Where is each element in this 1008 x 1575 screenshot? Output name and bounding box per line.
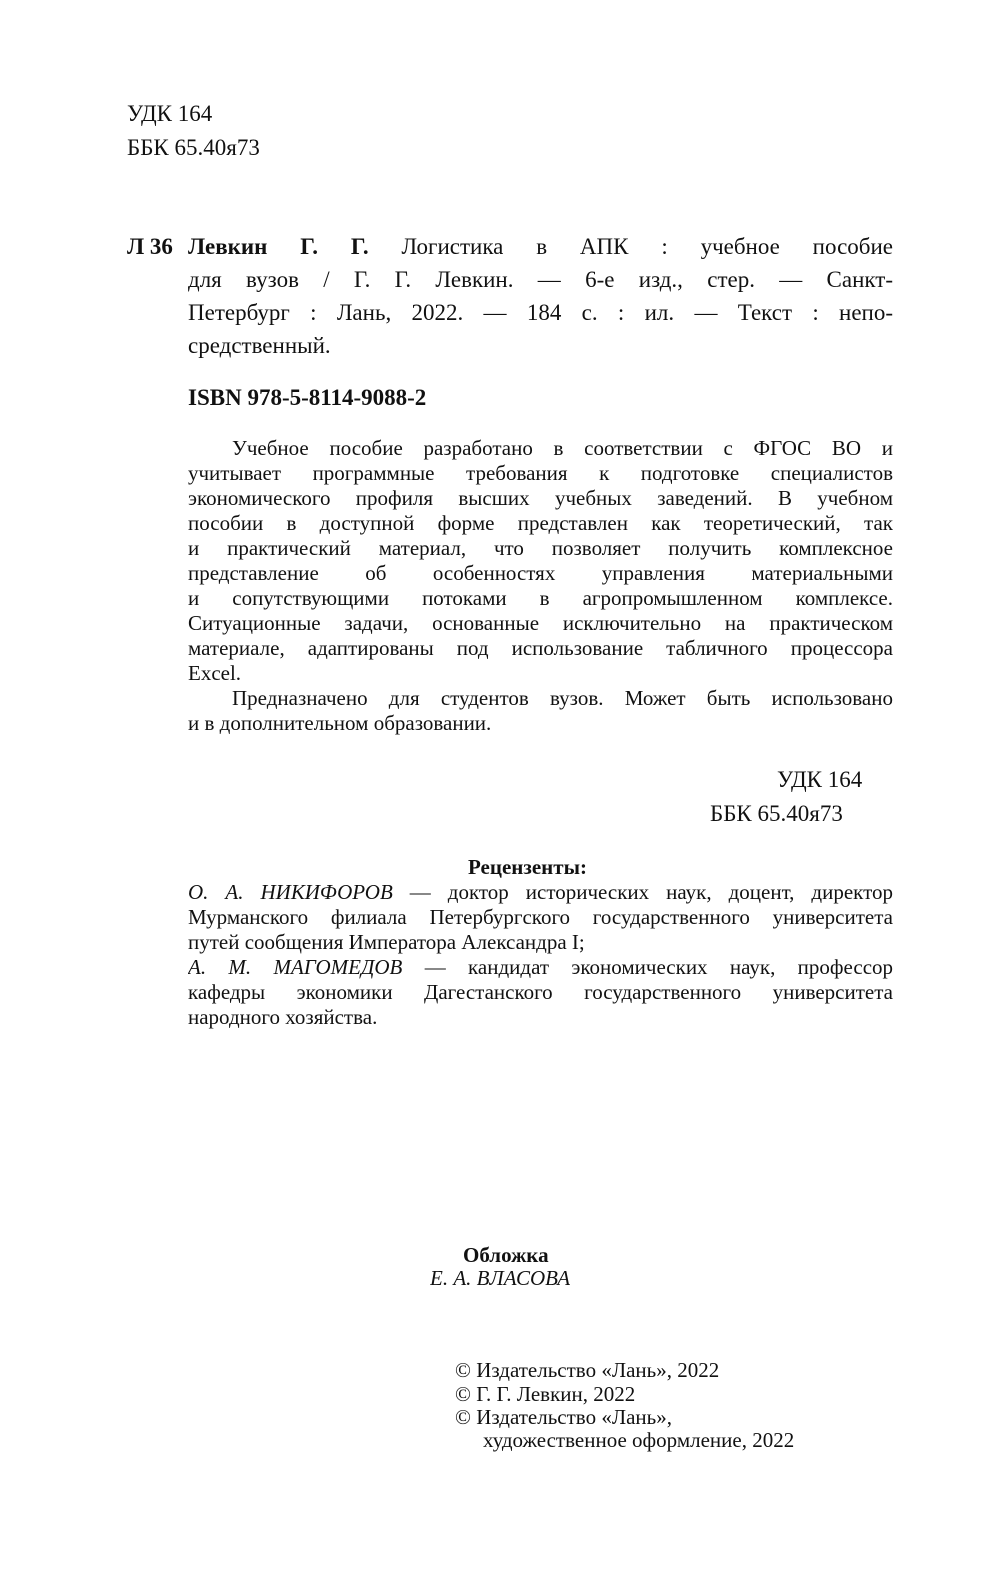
reviewer-2-line-3: народного хозяйства. xyxy=(188,1005,378,1029)
abstract-line: и в дополнительном образовании. xyxy=(188,711,492,735)
entry-line-2: для вузов / Г. Г. Левкин. — 6-е изд., стер. — Санкт- xyxy=(188,267,893,292)
reviewer-1-line-2: Мурманского филиала Петербургского государственного университета xyxy=(188,905,893,929)
bbk-top: ББК 65.40я73 xyxy=(127,135,260,160)
entry-line-3: Петербург : Лань, 2022. — 184 с. : ил. — Текст : непо- xyxy=(188,300,893,325)
copyright-3-cont: художественное оформление, 2022 xyxy=(483,1428,795,1452)
copyright-3: © Издательство «Лань», xyxy=(455,1405,672,1429)
cover-designer: Е. А. ВЛАСОВА xyxy=(430,1266,571,1290)
udk-top: УДК 164 xyxy=(127,101,213,126)
reviewer-2-line-1 xyxy=(188,955,893,979)
copyright-1: © Издательство «Лань», 2022 xyxy=(455,1358,720,1382)
reviewer-1-line-1 xyxy=(188,880,893,904)
udk-bottom: УДК 164 xyxy=(777,767,863,792)
reviewer-1-line-3: путей сообщения Императора Александра I; xyxy=(188,930,585,954)
bbk-bottom: ББК 65.40я73 xyxy=(710,801,843,826)
reviewer-1-name: О. А. НИКИФОРОВ xyxy=(188,880,393,904)
abstract-line: и практический материал, что позволяет получить комплексное xyxy=(188,536,893,560)
isbn: ISBN 978-5-8114-9088-2 xyxy=(188,385,427,410)
abstract-line: и сопутствующими потоками в агропромышленном комплексе. xyxy=(188,586,893,610)
copyright-2: © Г. Г. Левкин, 2022 xyxy=(455,1382,636,1406)
abstract-line: учитывает программные требования к подготовке специалистов xyxy=(188,461,893,485)
abstract-line: экономического профиля высших учебных заведений. В учебном xyxy=(188,486,893,510)
abstract-line: Excel. xyxy=(188,661,242,685)
abstract-line: представление об особенностях управления материальными xyxy=(188,561,893,585)
abstract-line: Предназначено для студентов вузов. Может быть использовано xyxy=(232,686,893,710)
entry-code: Л 36 xyxy=(127,234,173,259)
reviewer-2-line-2: кафедры экономики Дагестанского государственного университета xyxy=(188,980,893,1004)
abstract-line: пособии в доступной форме представлен как теоретический, так xyxy=(188,511,893,535)
entry-line-1 xyxy=(188,233,893,261)
abstract-line: Ситуационные задачи, основанные исключительно на практическом xyxy=(188,611,893,635)
reviewer-1-desc: — доктор исторических наук, доцент, директор xyxy=(409,880,893,904)
reviewer-2-name: А. М. МАГОМЕДОВ xyxy=(188,955,403,979)
reviewers-title: Рецензенты: xyxy=(468,855,587,879)
abstract-line: материале, адаптированы под использование табличного процессора xyxy=(188,636,893,660)
entry-text: Логистика в АПК : учебное пособие xyxy=(401,234,893,259)
reviewer-2-desc: — кандидат экономических наук, профессор xyxy=(424,955,893,979)
entry-author: Левкин Г. Г. xyxy=(188,234,369,259)
cover-title: Обложка xyxy=(463,1243,549,1267)
abstract-line: Учебное пособие разработано в соответствии с ФГОС ВО и xyxy=(232,436,893,460)
entry-line-4: средственный. xyxy=(188,333,331,358)
